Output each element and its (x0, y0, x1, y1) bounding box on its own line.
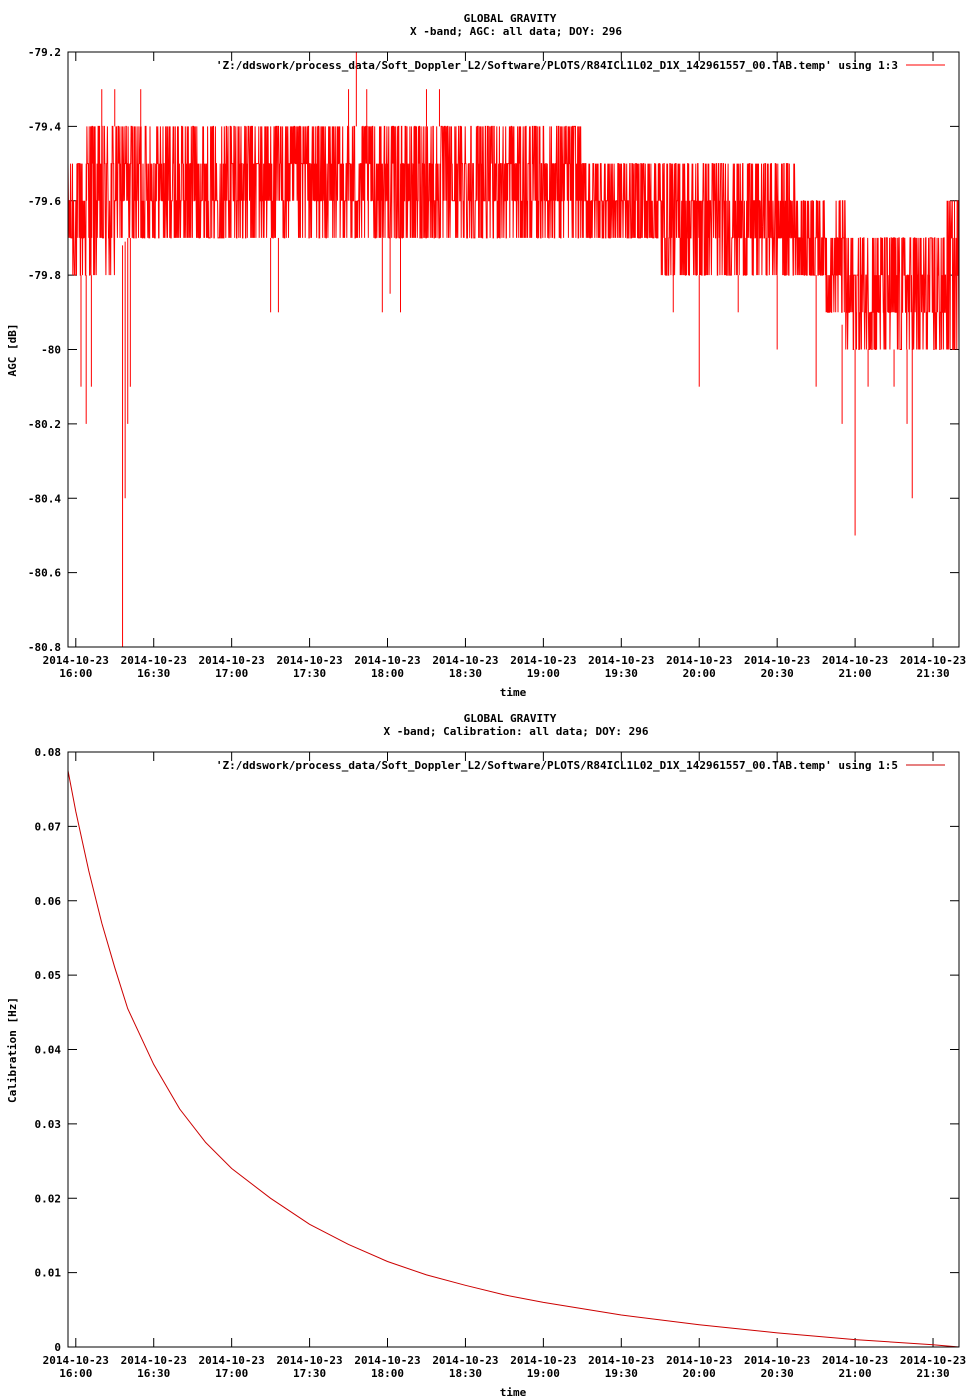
agc-chart-xlabel: time (499, 686, 527, 699)
agc-chart-legend-label: 'Z:/ddswork/process_data/Soft_Doppler_L2/Software/PLOTS/R84ICL1L02_D1X_142961557_00.TAB.temp' using 1:3 (215, 59, 898, 72)
agc-chart-title: GLOBAL GRAVITY (463, 12, 557, 25)
agc-chart-xtick-time: 21:00 (838, 667, 872, 680)
calibration-chart-xlabel: time (499, 1386, 527, 1399)
agc-chart-ytick-label: -80.8 (27, 641, 61, 654)
agc-chart-subtitle: X -band; AGC: all data; DOY: 296 (410, 25, 622, 38)
calibration-chart-xtick-time: 20:00 (682, 1367, 716, 1380)
calibration-chart-xtick-time: 16:00 (59, 1367, 93, 1380)
agc-chart-xtick-date: 2014-10-23 (354, 654, 421, 667)
calibration-chart-xtick-time: 21:00 (838, 1367, 872, 1380)
calibration-chart-ytick-label: 0.06 (34, 894, 61, 908)
agc-chart-xtick-time: 17:30 (293, 667, 327, 680)
calibration-chart-ytick-label: 0.02 (34, 1192, 61, 1206)
calibration-chart-xtick-date: 2014-10-23 (42, 1354, 109, 1367)
agc-chart-xtick-date: 2014-10-23 (588, 654, 655, 667)
agc-chart-xtick-date: 2014-10-23 (510, 654, 577, 667)
agc-chart-xtick-date: 2014-10-23 (198, 654, 265, 667)
agc-chart-xtick-date: 2014-10-23 (120, 654, 187, 667)
agc-chart-xtick-date: 2014-10-23 (744, 654, 811, 667)
calibration-chart-subtitle: X -band; Calibration: all data; DOY: 296 (383, 725, 649, 738)
calibration-chart-ytick-label: 0.07 (34, 820, 61, 834)
agc-chart-xtick-date: 2014-10-23 (899, 654, 967, 667)
agc-chart-ytick-label: -80.6 (27, 566, 61, 580)
agc-chart-ytick-label: -79.6 (27, 194, 61, 208)
calibration-chart-xtick-time: 16:30 (137, 1367, 171, 1380)
agc-chart-ytick-label: -80 (41, 343, 61, 357)
calibration-chart-xtick-time: 20:30 (760, 1367, 794, 1380)
calibration-chart-ytick-label: 0.03 (34, 1117, 61, 1131)
calibration-chart (6, 712, 966, 1399)
agc-chart-xtick-time: 20:00 (682, 667, 716, 680)
agc-chart-xtick-time: 19:30 (604, 667, 638, 680)
agc-chart-xtick-time: 16:00 (59, 667, 93, 680)
calibration-chart-ylabel: Calibration [Hz] (6, 997, 19, 1103)
agc-chart-xtick-time: 21:30 (916, 667, 950, 680)
agc-chart-ytick-label: -79.8 (27, 269, 61, 283)
calibration-chart-xtick-date: 2014-10-23 (666, 1354, 733, 1367)
calibration-chart-xtick-time: 18:30 (448, 1367, 483, 1380)
agc-chart-xtick-date: 2014-10-23 (821, 654, 889, 667)
agc-chart-xtick-date: 2014-10-23 (666, 654, 733, 667)
calibration-chart-xtick-date: 2014-10-23 (588, 1354, 655, 1367)
agc-chart-xtick-date: 2014-10-23 (432, 654, 499, 667)
calibration-chart-series-line (68, 771, 959, 1347)
calibration-chart-frame (68, 752, 959, 1347)
agc-chart-series-line (68, 126, 959, 349)
agc-chart-ylabel: AGC [dB] (6, 323, 19, 377)
calibration-chart-xtick-date: 2014-10-23 (744, 1354, 811, 1367)
calibration-chart-ytick-label: 0.04 (34, 1043, 61, 1057)
calibration-chart-xtick-date: 2014-10-23 (821, 1354, 889, 1367)
calibration-chart-xtick-time: 18:00 (370, 1367, 405, 1380)
agc-chart-xtick-time: 17:00 (215, 667, 249, 680)
agc-chart-ytick-label: -80.4 (27, 492, 61, 506)
agc-chart-ytick-label: -79.4 (27, 120, 61, 134)
calibration-chart-xtick-time: 19:30 (604, 1367, 638, 1380)
calibration-chart-xtick-date: 2014-10-23 (510, 1354, 577, 1367)
agc-chart-xtick-time: 19:00 (526, 667, 560, 680)
agc-chart-ytick-label: -80.2 (27, 417, 61, 431)
calibration-chart-ytick-label: 0.01 (34, 1266, 61, 1280)
calibration-chart-xtick-date: 2014-10-23 (198, 1354, 265, 1367)
calibration-chart-xtick-date: 2014-10-23 (899, 1354, 967, 1367)
calibration-chart-ytick-label: 0 (54, 1341, 61, 1354)
agc-chart-xtick-time: 20:30 (760, 667, 794, 680)
calibration-chart-ytick-label: 0.08 (34, 746, 61, 759)
calibration-chart-title: GLOBAL GRAVITY (463, 712, 557, 725)
calibration-chart-xtick-time: 19:00 (526, 1367, 560, 1380)
calibration-chart-xtick-date: 2014-10-23 (354, 1354, 421, 1367)
agc-chart-xtick-time: 18:30 (448, 667, 483, 680)
agc-chart-xtick-date: 2014-10-23 (276, 654, 343, 667)
agc-chart-xtick-time: 16:30 (137, 667, 171, 680)
calibration-chart-xtick-time: 21:30 (916, 1367, 950, 1380)
calibration-chart-xtick-date: 2014-10-23 (276, 1354, 343, 1367)
calibration-chart-xtick-time: 17:00 (215, 1367, 249, 1380)
agc-chart-xtick-time: 18:00 (370, 667, 405, 680)
agc-chart-xtick-date: 2014-10-23 (42, 654, 109, 667)
agc-chart-ytick-label: -79.2 (27, 46, 61, 59)
calibration-chart-xtick-time: 17:30 (293, 1367, 327, 1380)
calibration-chart-xtick-date: 2014-10-23 (120, 1354, 187, 1367)
calibration-chart-xtick-date: 2014-10-23 (432, 1354, 499, 1367)
calibration-chart-ytick-label: 0.05 (34, 969, 61, 983)
calibration-chart-legend-label: 'Z:/ddswork/process_data/Soft_Doppler_L2/Software/PLOTS/R84ICL1L02_D1X_142961557_00.TAB.temp' using 1:5 (215, 759, 898, 772)
agc-chart (6, 12, 966, 699)
